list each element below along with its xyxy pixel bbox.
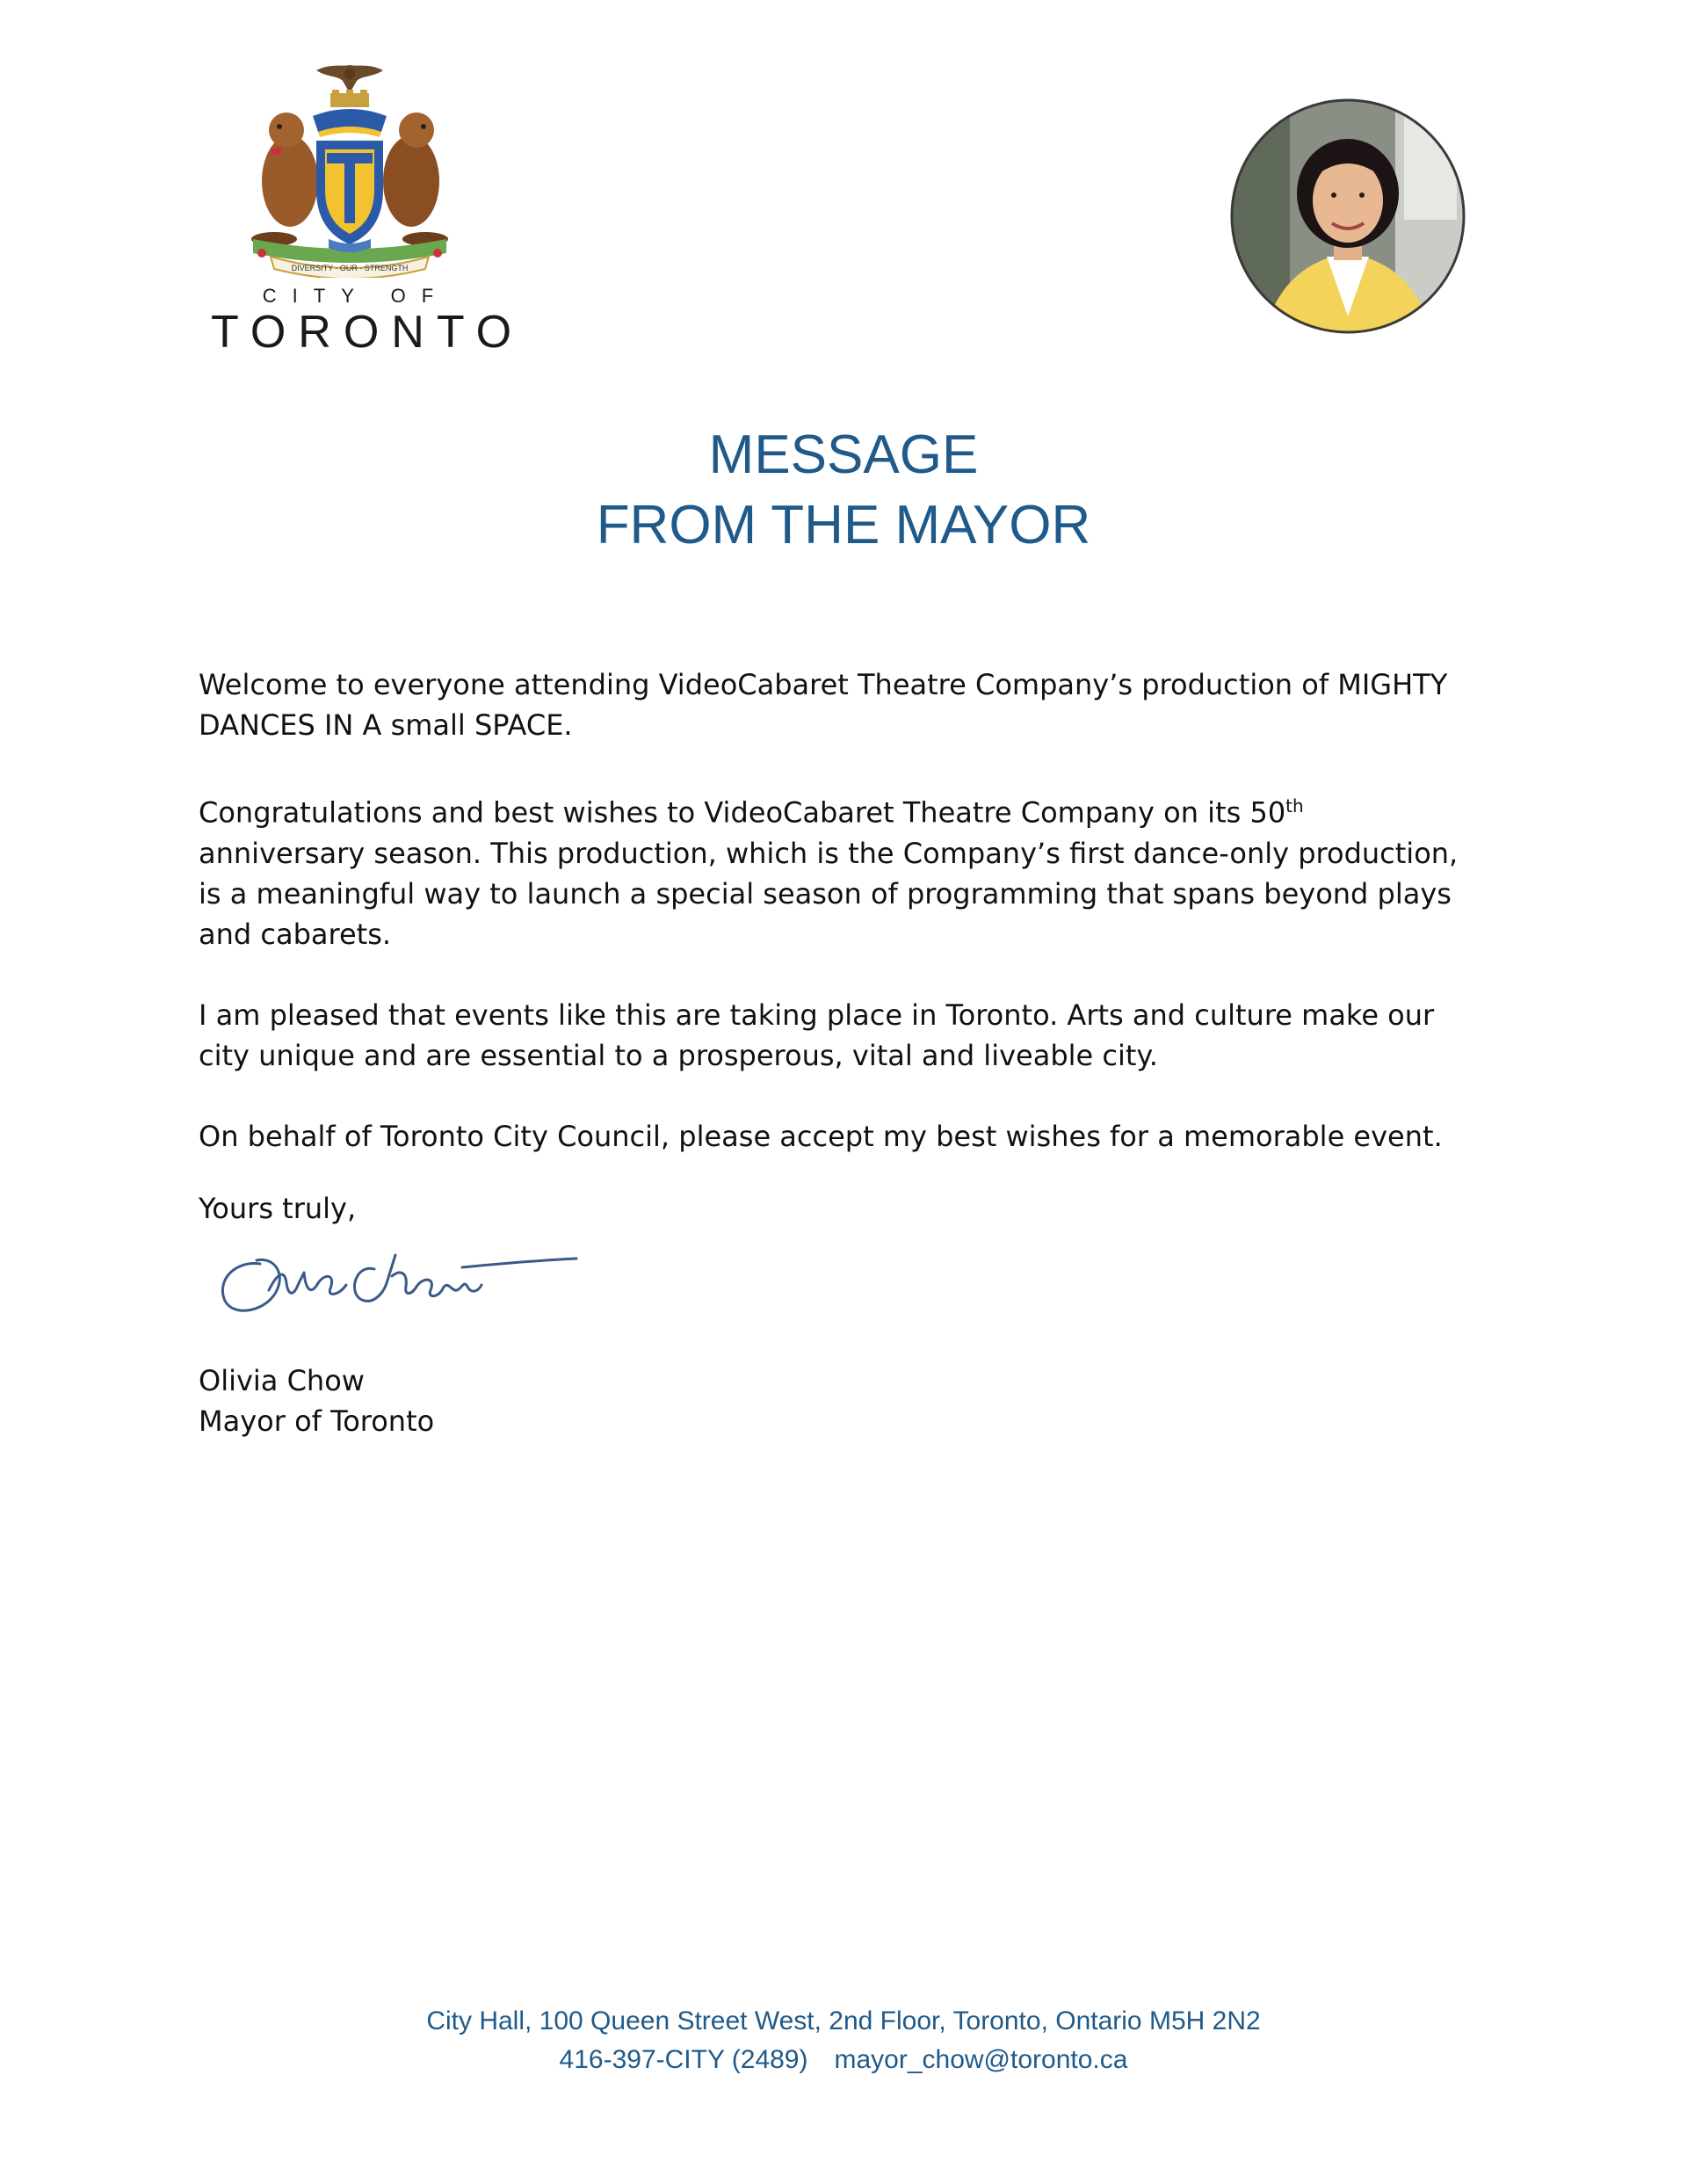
logo-toronto-text: TORONTO bbox=[211, 307, 525, 358]
footer-email[interactable]: mayor_chow@toronto.ca bbox=[834, 2045, 1128, 2074]
signatory-title: Mayor of Toronto bbox=[199, 1404, 435, 1438]
paragraph-congratulations-end: anniversary season. This production, which is the Company’s first dance-only production, is a meaningful way to launch a special season of programming that spans beyond plays and cabarets. bbox=[199, 836, 1459, 951]
footer-phone-email-line bbox=[0, 2041, 1687, 2079]
signature-icon bbox=[207, 1237, 585, 1325]
title-line-1: MESSAGE bbox=[708, 424, 979, 485]
signatory-name: Olivia Chow bbox=[199, 1364, 365, 1397]
ordinal-suffix: th bbox=[1285, 795, 1304, 816]
coat-of-arms-icon bbox=[218, 58, 481, 278]
closing-salutation: Yours truly, bbox=[199, 1192, 357, 1225]
paragraph-best-wishes: On behalf of Toronto City Council, please accept my best wishes for a memorable event. bbox=[199, 1119, 1443, 1153]
city-of-toronto-logo bbox=[199, 58, 525, 358]
footer-address: City Hall, 100 Queen Street West, 2nd Floor, Toronto, Ontario M5H 2N2 bbox=[426, 2006, 1261, 2035]
mayor-portrait-icon bbox=[1228, 97, 1467, 336]
paragraph-welcome: Welcome to everyone attending VideoCabaret Theatre Company’s production of MIGHTY DANCES IN A small SPACE. bbox=[199, 668, 1448, 742]
paragraph-arts-culture: I am pleased that events like this are taking place in Toronto. Arts and culture make our city unique and are essential to a prosperous, vital and liveable city. bbox=[199, 998, 1435, 1072]
footer-contact bbox=[0, 2002, 1687, 2079]
page-title bbox=[0, 420, 1687, 561]
paragraph-congratulations-start: Congratulations and best wishes to VideoCabaret Theatre Company on its 50 bbox=[199, 795, 1286, 830]
logo-city-of-text: CITY OF bbox=[262, 285, 450, 307]
footer-phone: 416-397-CITY (2489) bbox=[559, 2045, 808, 2074]
message-body bbox=[199, 664, 1464, 1197]
motto-text: DIVERSITY · OUR · STRENGTH bbox=[291, 264, 409, 272]
title-line-2: FROM THE MAYOR bbox=[596, 495, 1091, 555]
signatory-block bbox=[199, 1360, 434, 1441]
paragraph-congratulations bbox=[199, 786, 1464, 954]
